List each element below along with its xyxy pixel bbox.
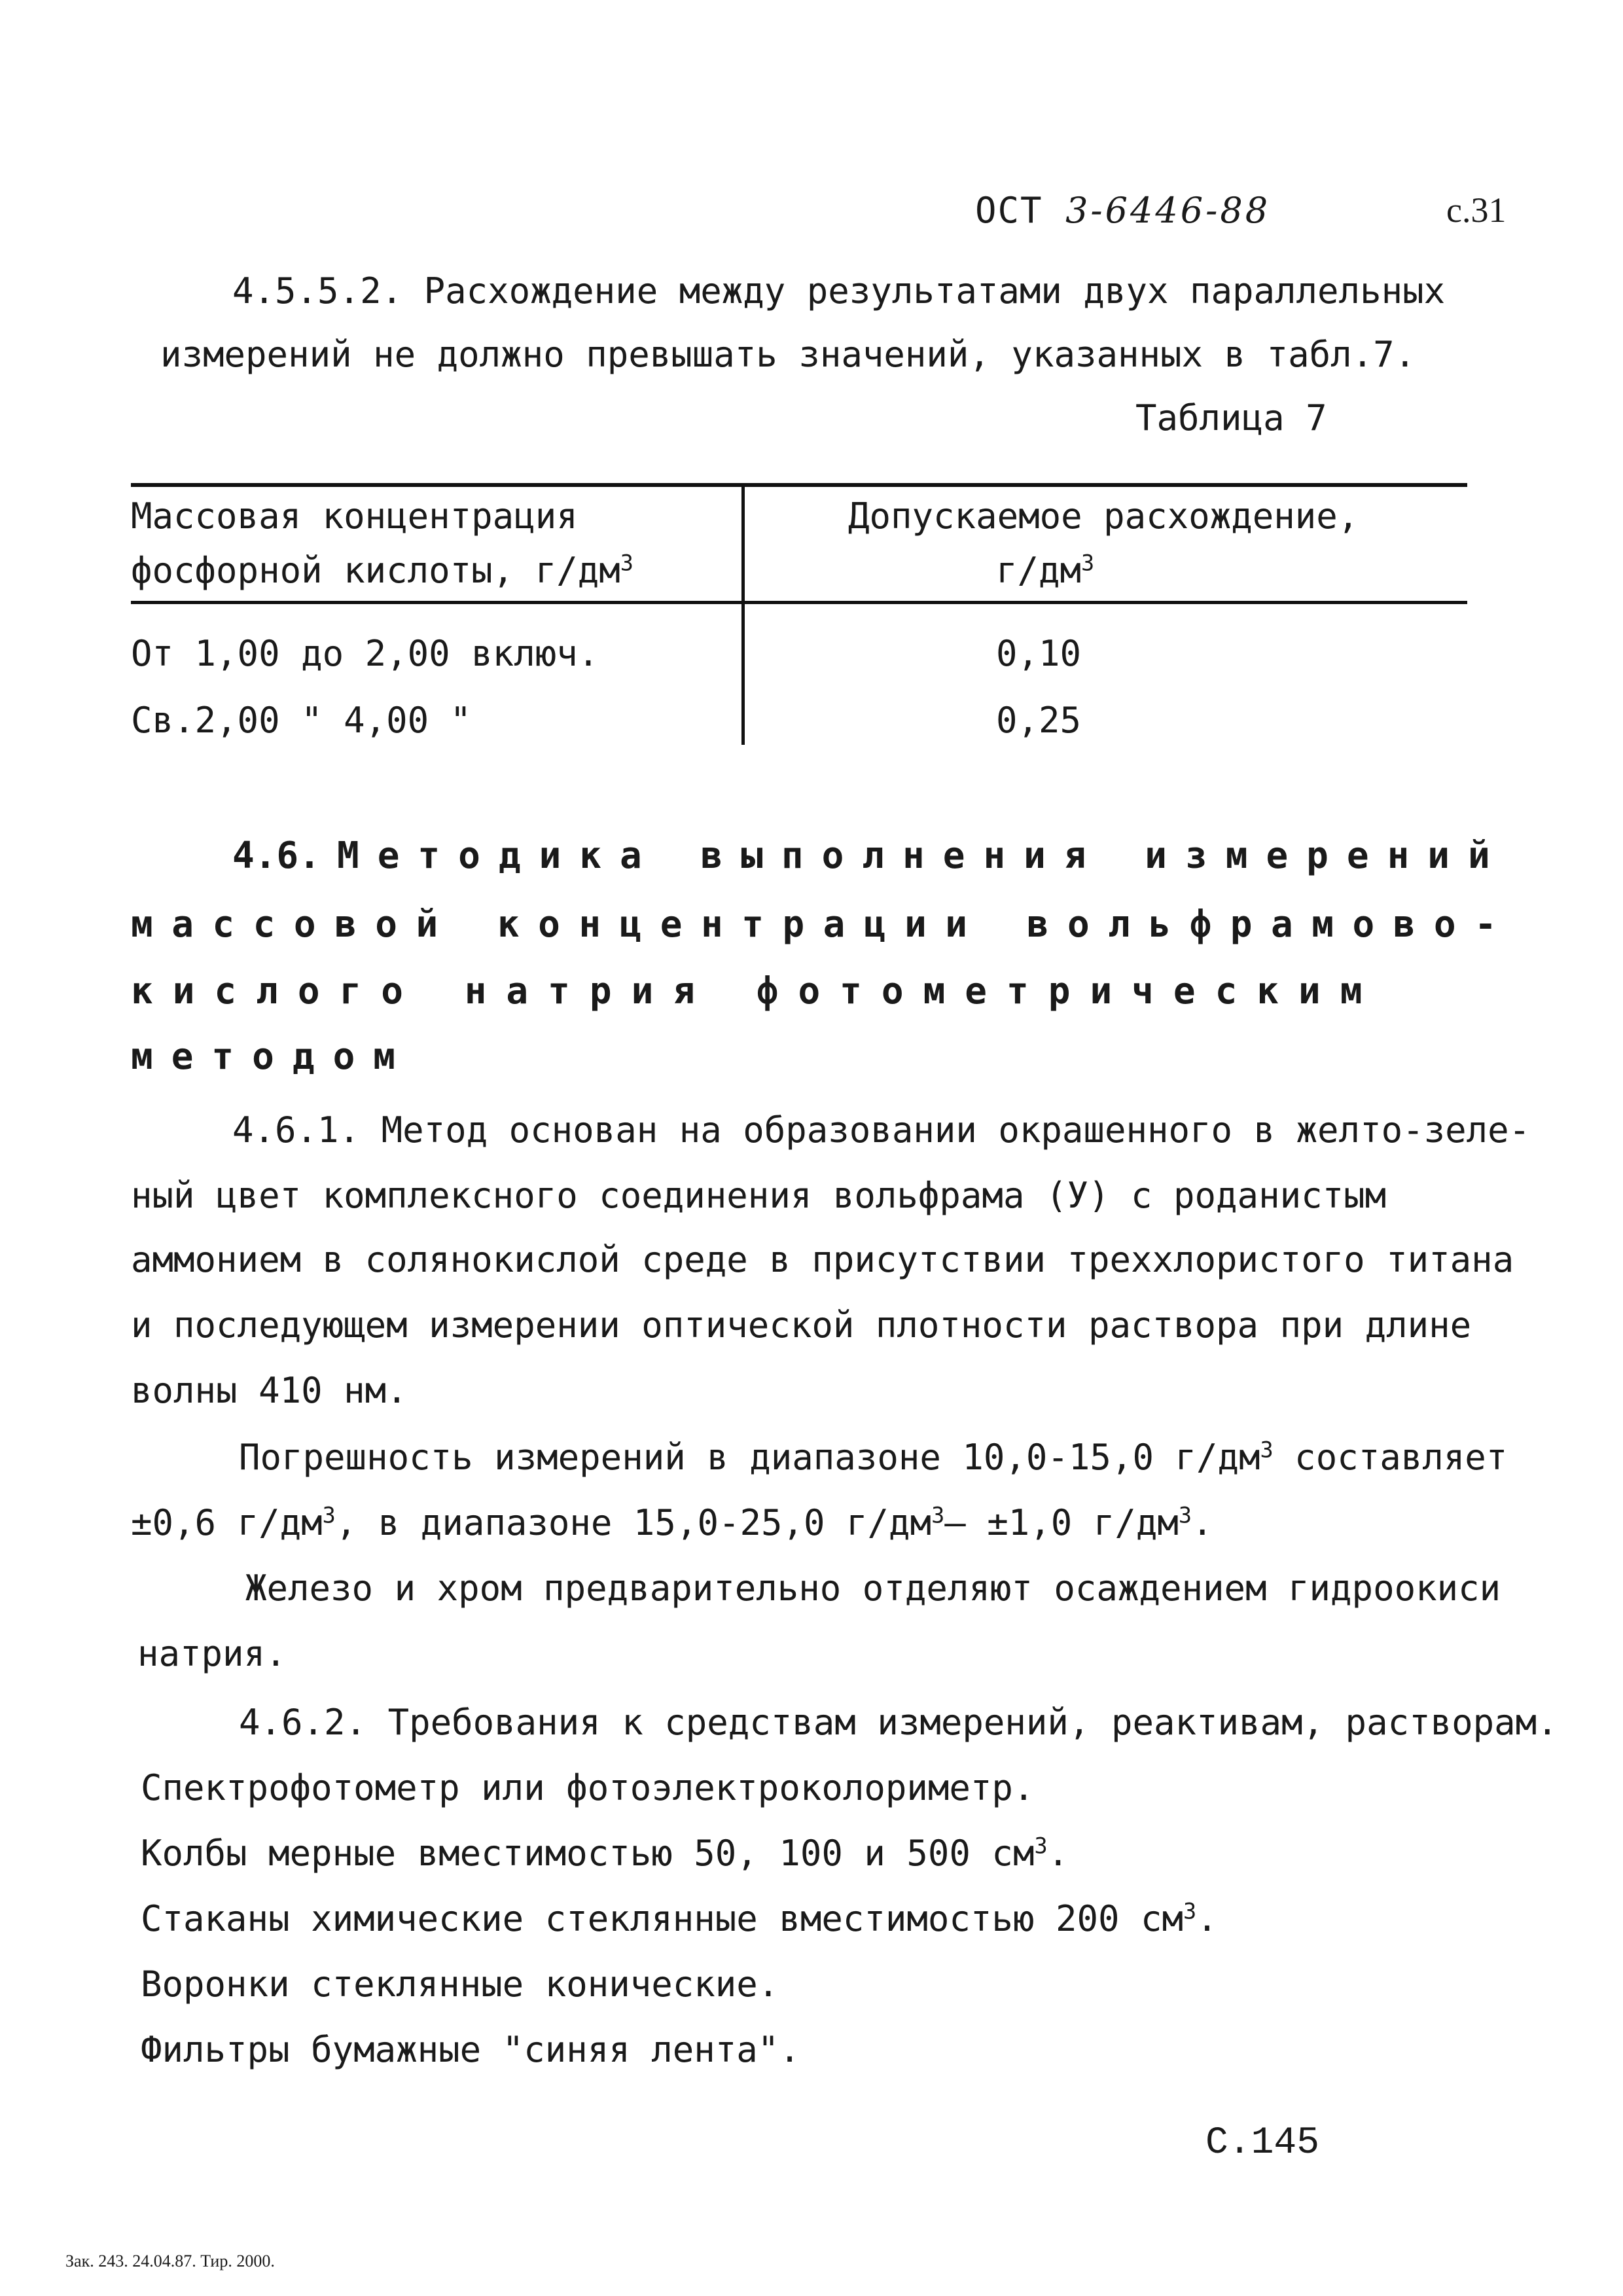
section-4-6-number: 4.6. [232, 834, 321, 877]
table-row-1-range: От 1,00 до 2,00 включ. [131, 633, 599, 674]
table-row-2-range: Св.2,00 " 4,00 " [131, 700, 472, 741]
equipment-item-3: Стаканы химические стеклянные вместимостью 200 $см^3$. [141, 1898, 1218, 1939]
header-page-number: с.31 [1446, 190, 1507, 230]
para-4-6-1-line1: 4.6.1. Метод основан на образовании окрашенного в желто-зеле- [232, 1109, 1531, 1151]
bottom-page-number: С.145 [1205, 2122, 1320, 2164]
table-header-col1-line2: фосфорной кислоты, $г/дм^3$ [131, 550, 633, 591]
iron-line2: натрия. [137, 1633, 287, 1674]
accuracy-line2: ±0,6 $г/дм^3$, в диапазоне 15,0-25,0 $г/дм^3— \pm 1,0$ $г/дм^3$. [131, 1502, 1213, 1543]
iron-line1: Железо и хром предварительно отделяют осаждением гидроокиси [245, 1568, 1501, 1609]
table-row-2-value: 0,25 [996, 700, 1082, 741]
table-label: Таблица 7 [1135, 397, 1327, 439]
equipment-item-5: Фильтры бумажные "синяя лента". [141, 2029, 800, 2070]
para-4-5-5-2-line2: измерений не должно превышать значений, указанных в табл.7. [160, 334, 1416, 375]
para-4-6-2-title: 4.6.2. Требования к средствам измерений, реактивам, растворам. [239, 1702, 1558, 1743]
standard-number [975, 190, 1270, 231]
equipment-item-4: Воронки стеклянные конические. [141, 1964, 779, 2005]
para-4-5-5-2-line1: 4.5.5.2. Расхождение между результатами двух параллельных [232, 270, 1446, 312]
equipment-item-2: Колбы мерные вместимостью 50, 100 и 500 $см^3$. [141, 1833, 1069, 1874]
accuracy-line1: Погрешность измерений в диапазоне 10,0-15,0 $г/дм^3$ составляет [239, 1437, 1508, 1478]
para-4-6-1-line2: ный цвет комплексного соединения вольфрама (У) с роданистым [131, 1175, 1387, 1216]
para-4-6-1-line3: аммонием в солянокислой среде в присутствии треххлористого титана [131, 1239, 1514, 1280]
section-4-6-title-line3: кислого натрия фотометрическим [131, 970, 1382, 1013]
standard-prefix: ОСТ [975, 190, 1043, 231]
section-4-6-title-line2: массовой концентрации вольфрамово- [131, 903, 1516, 946]
standard-number-handwritten: 3-6446-88 [1065, 190, 1271, 231]
table-row-1-value: 0,10 [996, 633, 1082, 674]
table-header-col1-line1: Массовая концентрация [131, 495, 578, 537]
table-column-divider [741, 483, 745, 745]
table-top-rule [131, 483, 1467, 487]
para-4-6-1-line4: и последующем измерении оптической плотности раствора при длине [131, 1304, 1472, 1346]
table-header-col2-line1: Допускаемое расхождение, [848, 495, 1359, 537]
section-4-6-title-line4: методом [131, 1035, 414, 1078]
print-info: Зак. 243. 24.04.87. Тир. 2000. [65, 2251, 275, 2270]
para-4-6-1-line5: волны 410 нм. [131, 1370, 408, 1411]
equipment-item-1: Спектрофотометр или фотоэлектроколориметр. [141, 1767, 1035, 1808]
section-4-6-title-line1: Методика выполнения измерений [337, 834, 1508, 877]
table-header-rule [131, 601, 1467, 604]
table-header-col2-line2: $г/дм^3$ [996, 550, 1095, 591]
